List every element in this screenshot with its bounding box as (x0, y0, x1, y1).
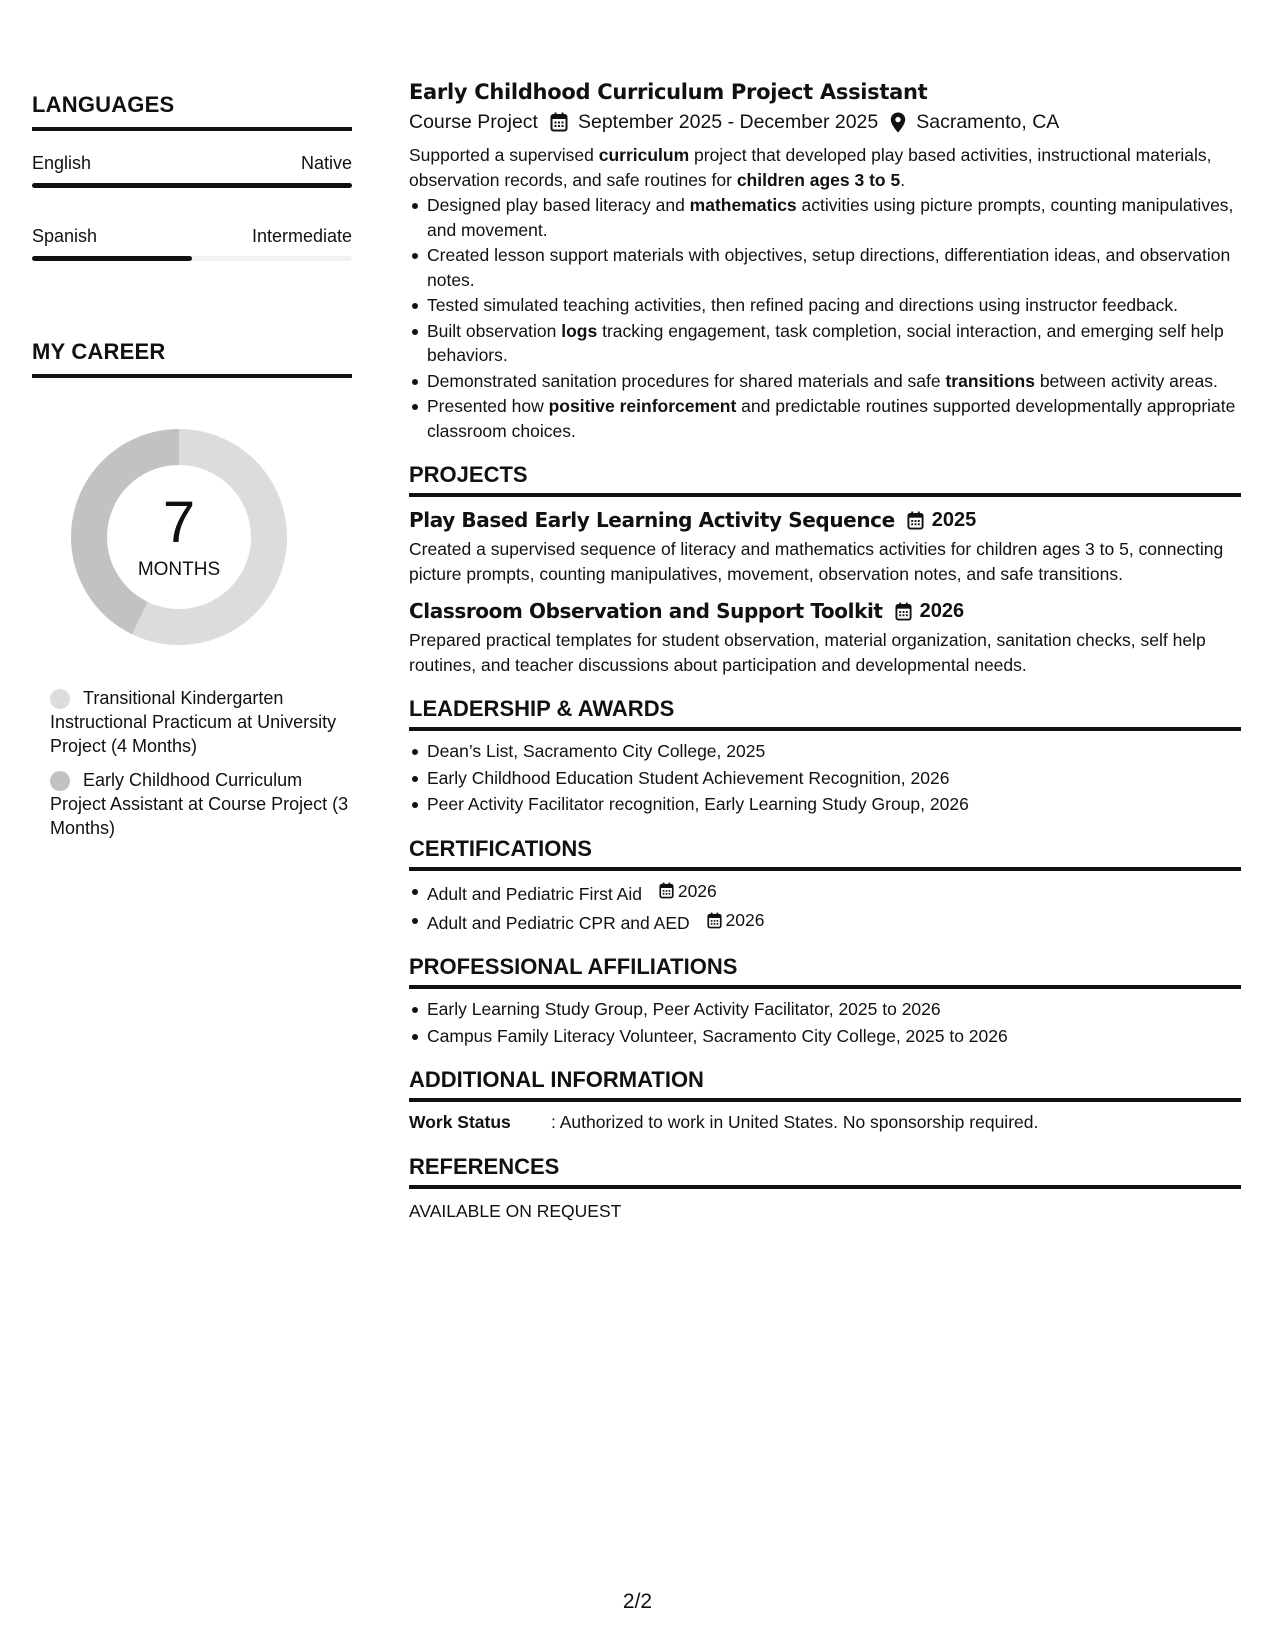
awards-heading: LEADERSHIP & AWARDS (409, 696, 675, 721)
calendar-icon (550, 112, 568, 132)
certifications-list (409, 879, 1241, 936)
list-item: Early Learning Study Group, Peer Activity Facilitator, 2025 to 2026 (409, 997, 1241, 1022)
list-item: Created lesson support materials with objectives, setup directions, differentiation ideas, and observation notes. (409, 243, 1241, 292)
career-heading: MY CAREER (32, 339, 166, 364)
location-pin-icon (890, 112, 906, 133)
certification-year: 2026 (677, 880, 717, 901)
awards-list (409, 739, 1241, 817)
career-donut-chart (64, 422, 294, 652)
list-item: Early Childhood Education Student Achievement Recognition, 2026 (409, 766, 1241, 791)
affiliations-section (409, 953, 1241, 1048)
proficiency-fill (32, 256, 192, 261)
calendar-icon (895, 602, 912, 621)
section-divider (409, 1185, 1241, 1189)
page-number: 2/2 (622, 1590, 653, 1613)
donut-total-number: 7 (162, 490, 196, 555)
references-text: AVAILABLE ON REQUEST (409, 1200, 622, 1221)
projects-section (409, 461, 1241, 677)
project-name: Play Based Early Learning Activity Sequence (409, 508, 895, 532)
additional-info-section (409, 1066, 1241, 1135)
legend-label: Early Childhood Curriculum Project Assistant at Course Project (3 Months) (50, 770, 349, 838)
project-year: 2026 (919, 600, 965, 622)
legend-swatch (50, 771, 70, 791)
donut-total-unit: MONTHS (137, 559, 221, 580)
certifications-heading: CERTIFICATIONS (409, 835, 592, 861)
calendar-icon (659, 882, 674, 899)
list-item: Presented how positive reinforcement and predictable routines supported developmentally appropriate classroom choices. (409, 394, 1241, 443)
list-item: Dean’s List, Sacramento City College, 2025 (409, 739, 1241, 764)
project-year: 2025 (931, 509, 977, 531)
project-name: Classroom Observation and Support Toolkit (409, 599, 883, 623)
references-heading: REFERENCES (409, 1153, 560, 1179)
legend-label: Transitional Kindergarten Instructional Practicum at University Project (4 Months) (50, 688, 337, 756)
main-content (409, 78, 1241, 1223)
languages-section (32, 92, 352, 261)
work-status-label: Work Status (409, 1112, 511, 1132)
legend-item (50, 686, 352, 758)
job-meta (409, 109, 1241, 135)
career-legend (32, 686, 352, 840)
project-entry (409, 507, 1241, 586)
certification-year: 2026 (725, 909, 765, 930)
language-item-spanish (32, 226, 352, 261)
list-item (409, 908, 1241, 935)
proficiency-bar (32, 183, 352, 188)
list-item: Built observation logs tracking engagement, task completion, social interaction, and emerging self help behaviors. (409, 319, 1241, 368)
proficiency-fill (32, 183, 352, 188)
calendar-icon (707, 912, 722, 929)
list-item (409, 879, 1241, 906)
section-divider (32, 374, 352, 378)
section-divider (409, 727, 1241, 731)
references-section (409, 1153, 1241, 1224)
job-title: Early Childhood Curriculum Project Assistant (409, 80, 928, 104)
section-divider (409, 867, 1241, 871)
job-company: Course Project (409, 111, 538, 133)
language-name: English (32, 153, 92, 173)
list-item: Peer Activity Facilitator recognition, Early Learning Study Group, 2026 (409, 792, 1241, 817)
list-item: Designed play based literacy and mathematics activities using picture prompts, counting manipulatives, and movement. (409, 193, 1241, 242)
projects-heading: PROJECTS (409, 462, 528, 487)
work-status-value: : Authorized to work in United States. No sponsorship required. (551, 1112, 1039, 1132)
project-entry (409, 598, 1241, 677)
experience-entry (409, 78, 1241, 443)
project-description: Prepared practical templates for student observation, material organization, sanitation checks, self help routines, and teacher discussions about participation and developmental needs. (409, 630, 1206, 675)
language-name: Spanish (32, 226, 98, 246)
job-description: Supported a supervised curriculum project that developed play based activities, instructional materials, observation records, and safe routines for children ages 3 to 5. (409, 145, 1212, 190)
list-item: Tested simulated teaching activities, then refined pacing and directions using instructor feedback. (409, 293, 1241, 318)
career-section (32, 339, 352, 840)
job-location: Sacramento, CA (916, 111, 1060, 133)
languages-heading: LANGUAGES (32, 92, 175, 117)
certification-name: Adult and Pediatric CPR and AED (427, 912, 690, 933)
language-level: Intermediate (251, 226, 352, 246)
legend-item (50, 768, 352, 840)
job-dates: September 2025 - December 2025 (577, 111, 879, 133)
list-item: Campus Family Literacy Volunteer, Sacramento City College, 2025 to 2026 (409, 1024, 1241, 1049)
work-status-row (409, 1110, 1241, 1135)
language-level: Native (300, 153, 352, 173)
affiliations-list (409, 997, 1241, 1048)
certifications-section (409, 835, 1241, 936)
section-divider (409, 985, 1241, 989)
project-description: Created a supervised sequence of literacy and mathematics activities for children ages 3 to 5, connecting picture prompts, counting manipulatives, movement, observation notes, and safe transitions. (409, 539, 1224, 584)
calendar-icon (907, 511, 924, 530)
proficiency-bar (32, 256, 352, 261)
section-divider (409, 1098, 1241, 1102)
additional-info-heading: ADDITIONAL INFORMATION (409, 1067, 704, 1092)
language-item-english (32, 153, 352, 188)
sidebar (32, 92, 352, 840)
job-bullets (409, 193, 1241, 443)
list-item: Demonstrated sanitation procedures for shared materials and safe transitions between activity areas. (409, 369, 1241, 394)
affiliations-heading: PROFESSIONAL AFFILIATIONS (409, 954, 738, 979)
awards-section (409, 695, 1241, 817)
section-divider (409, 493, 1241, 497)
certification-name: Adult and Pediatric First Aid (427, 883, 642, 904)
section-divider (32, 127, 352, 131)
legend-swatch (50, 689, 70, 709)
